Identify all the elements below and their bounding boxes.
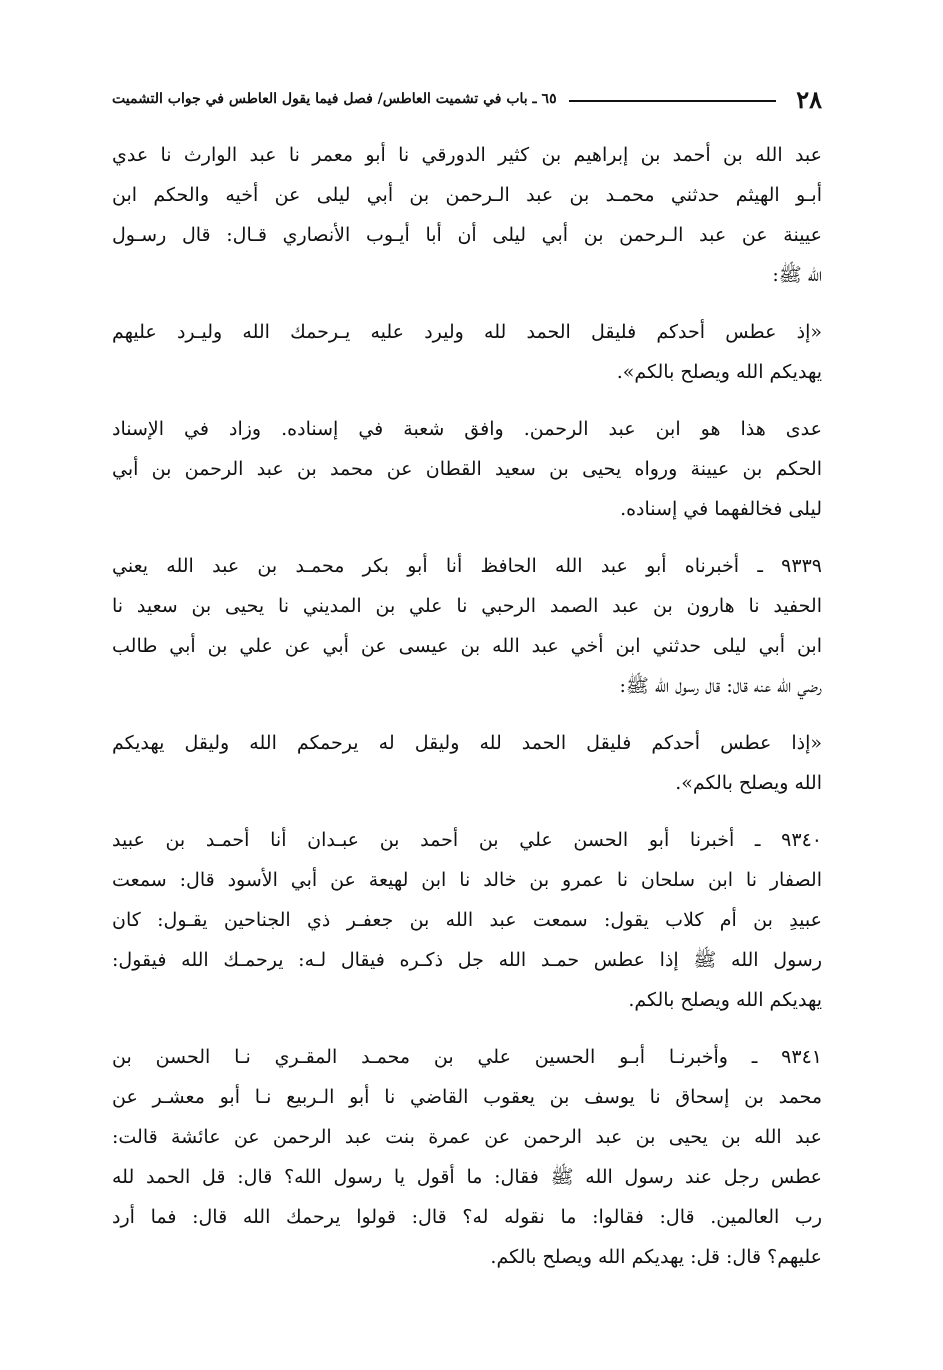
text-line: الحفيد نا هارون بن عبد الصمد الرحبي نا علي بن المديني نا يحيى بن سعيد نا <box>112 595 822 617</box>
text-line: ابن أبي ليلى حدثني ابن أخي عبد الله بن عيسى عن أبي عن علي بن أبي طالب <box>112 635 822 657</box>
paragraph <box>112 546 822 706</box>
text-line: يهديكم الله ويصلح بالكم. <box>628 989 822 1011</box>
text-line: عدى هذا هو ابن عبد الرحمن. وافق شعبة في إسناده. وزاد في الإسناد <box>112 418 822 440</box>
running-header <box>112 84 822 114</box>
text-line: يهديكم الله ويصلح بالكم». <box>616 361 822 383</box>
page-number: ٢٨ <box>796 84 822 114</box>
text-line: ٩٣٤١ ـ وأخبرنـا أبـو الحسين علي بن محمـد المقـري نـا الحسن بن <box>112 1046 822 1068</box>
text-line: «إذ عطس أحدكم فليقل الحمد لله وليرد عليه يـرحمك الله وليـرد عليهم <box>112 321 822 343</box>
text-line: ٩٣٤٠ ـ أخبرنا أبو الحسن علي بن أحمد بن عبـدان أنا أحمـد بن عبيد <box>112 829 822 851</box>
text-line: ليلى فخالفهما في إسناده. <box>620 498 822 520</box>
text-line: محمد بن إسحاق نا يوسف بن يعقوب القاضي نا أبو الـربيع نـا أبو معشـر عن <box>112 1086 822 1108</box>
text-line: الله ويصلح بالكم». <box>675 772 822 794</box>
paragraph <box>112 409 822 529</box>
text-line: الله ﷺ: <box>772 264 822 286</box>
chapter-title: ٦٥ ـ باب في تشميت العاطس/ فصل فيما يقول العاطس في جواب التشميت <box>112 91 557 107</box>
header-rule <box>569 100 777 102</box>
text-line: عليهم؟ قال: قل: يهديكم الله ويصلح بالكم. <box>490 1246 822 1268</box>
text-line: «إذا عطس أحدكم فليقل الحمد لله وليقل له يرحمكم الله وليقل يهديكم <box>112 732 822 754</box>
text-line: رسول الله ﷺ إذا عطس حمـد الله جل ذكـره فيقال لـه: يرحمـك الله فيقول: <box>112 949 822 971</box>
text-line: ٩٣٣٩ ـ أخبرناه أبو عبد الله الحافظ أنا أبو بكر محمـد بن عبد الله يعني <box>112 555 822 577</box>
paragraph <box>112 135 822 295</box>
paragraph <box>112 723 822 803</box>
text-line: الحكم بن عيينة ورواه يحيى بن سعيد القطان عن محمد بن عبد الرحمن بن أبي <box>112 458 822 480</box>
text-line: عبد الله بن أحمد بن إبراهيم بن كثير الدورقي نا أبو معمر نا عبد الوارث نا عدي <box>112 144 822 166</box>
text-line: عبد الله بن يحيى بن عبد الرحمن عن عمرة بنت عبد الرحمن عن عائشة قالت: <box>112 1126 822 1148</box>
text-line: أبـو الهيثم حدثني محمـد بن عبد الـرحمن بن أبي ليلى عن أخيه والحكم ابن <box>112 184 822 206</box>
paragraph <box>112 312 822 392</box>
text-line: رب العالمين. قال: فقالوا: ما نقوله له؟ قال: قولوا يرحمك الله قال: فما أرد <box>112 1206 822 1228</box>
text-line: عيينة عن عبد الـرحمن بن أبي ليلى أن أبا أيـوب الأنصاري قـال: قال رسـول <box>112 224 822 246</box>
text-line: الصفار نا ابن سلحان نا عمرو بن خالد نا ابن لهيعة عن أبي الأسود قال: سمعت <box>112 869 822 891</box>
text-line: عبيدِ بن أم كلاب يقول: سمعت عبد الله بن جعفـر ذي الجناحين يقـول: كان <box>112 909 822 931</box>
paragraph <box>112 1037 822 1277</box>
paragraph <box>112 820 822 1020</box>
text-line: رضي الله عنه قال: قال رسول الله ﷺ: <box>619 675 822 697</box>
body-text <box>112 135 822 1294</box>
text-line: عطس رجل عند رسول الله ﷺ فقال: ما أقول يا رسول الله؟ قال: قل الحمد لله <box>112 1166 822 1188</box>
